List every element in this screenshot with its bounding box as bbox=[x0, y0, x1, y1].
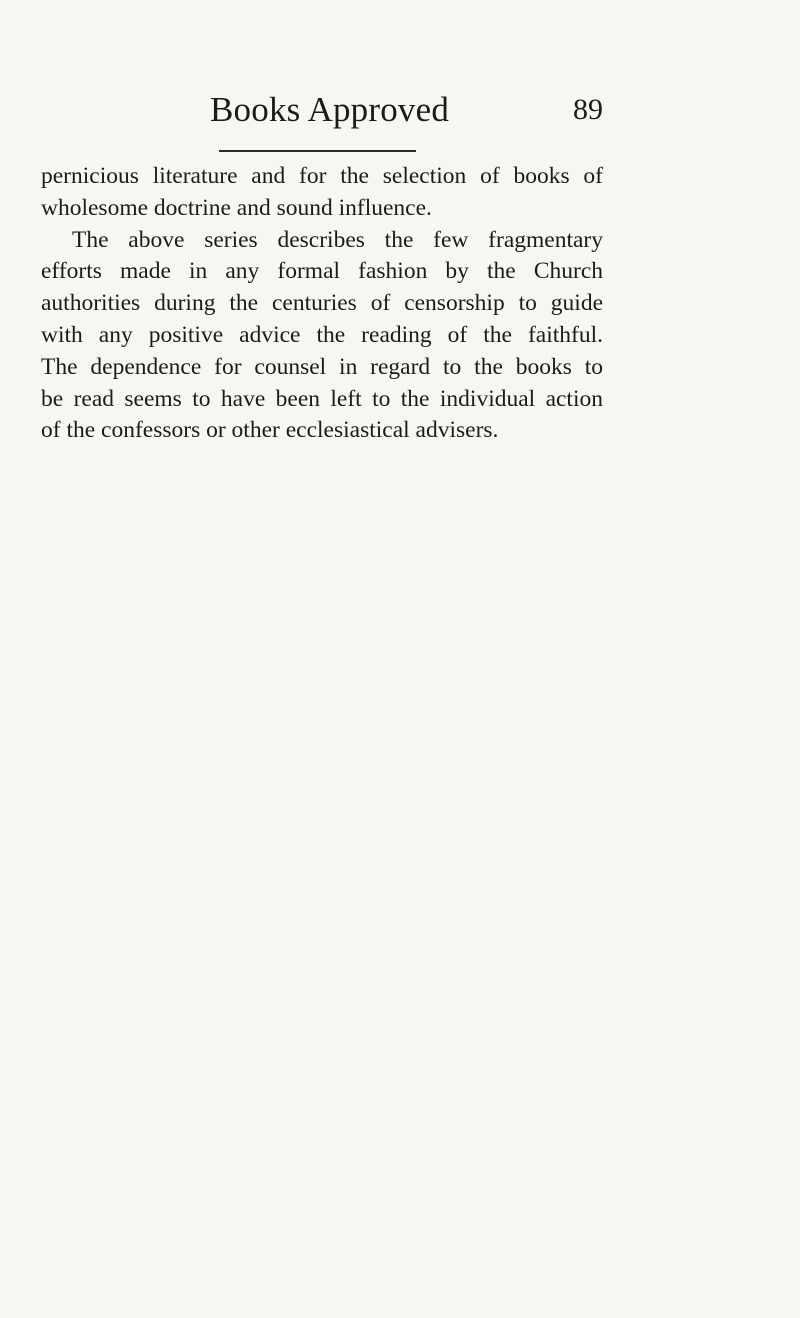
running-head bbox=[0, 88, 800, 132]
text-line: efforts made in any formal fashion by the Church bbox=[41, 258, 603, 285]
text-line: The above series describes the few fragmentary bbox=[72, 226, 603, 253]
text-line: authorities during the centuries of censorship to guide bbox=[41, 290, 603, 317]
text-line: wholesome doctrine and sound influence. bbox=[41, 194, 432, 221]
text-line: pernicious literature and for the selection of books of bbox=[41, 163, 603, 189]
body-text bbox=[41, 161, 603, 447]
header-rule bbox=[219, 150, 416, 152]
page-number: 89 bbox=[573, 93, 603, 126]
text-line: with any positive advice the reading of the faithful. bbox=[41, 321, 603, 348]
text-line: be read seems to have been left to the individual action bbox=[41, 385, 603, 412]
text-line: of the confessors or other ecclesiastical advisers. bbox=[41, 417, 499, 444]
text-line: The dependence for counsel in regard to the books to bbox=[41, 353, 603, 380]
running-title: Books Approved bbox=[210, 90, 450, 129]
